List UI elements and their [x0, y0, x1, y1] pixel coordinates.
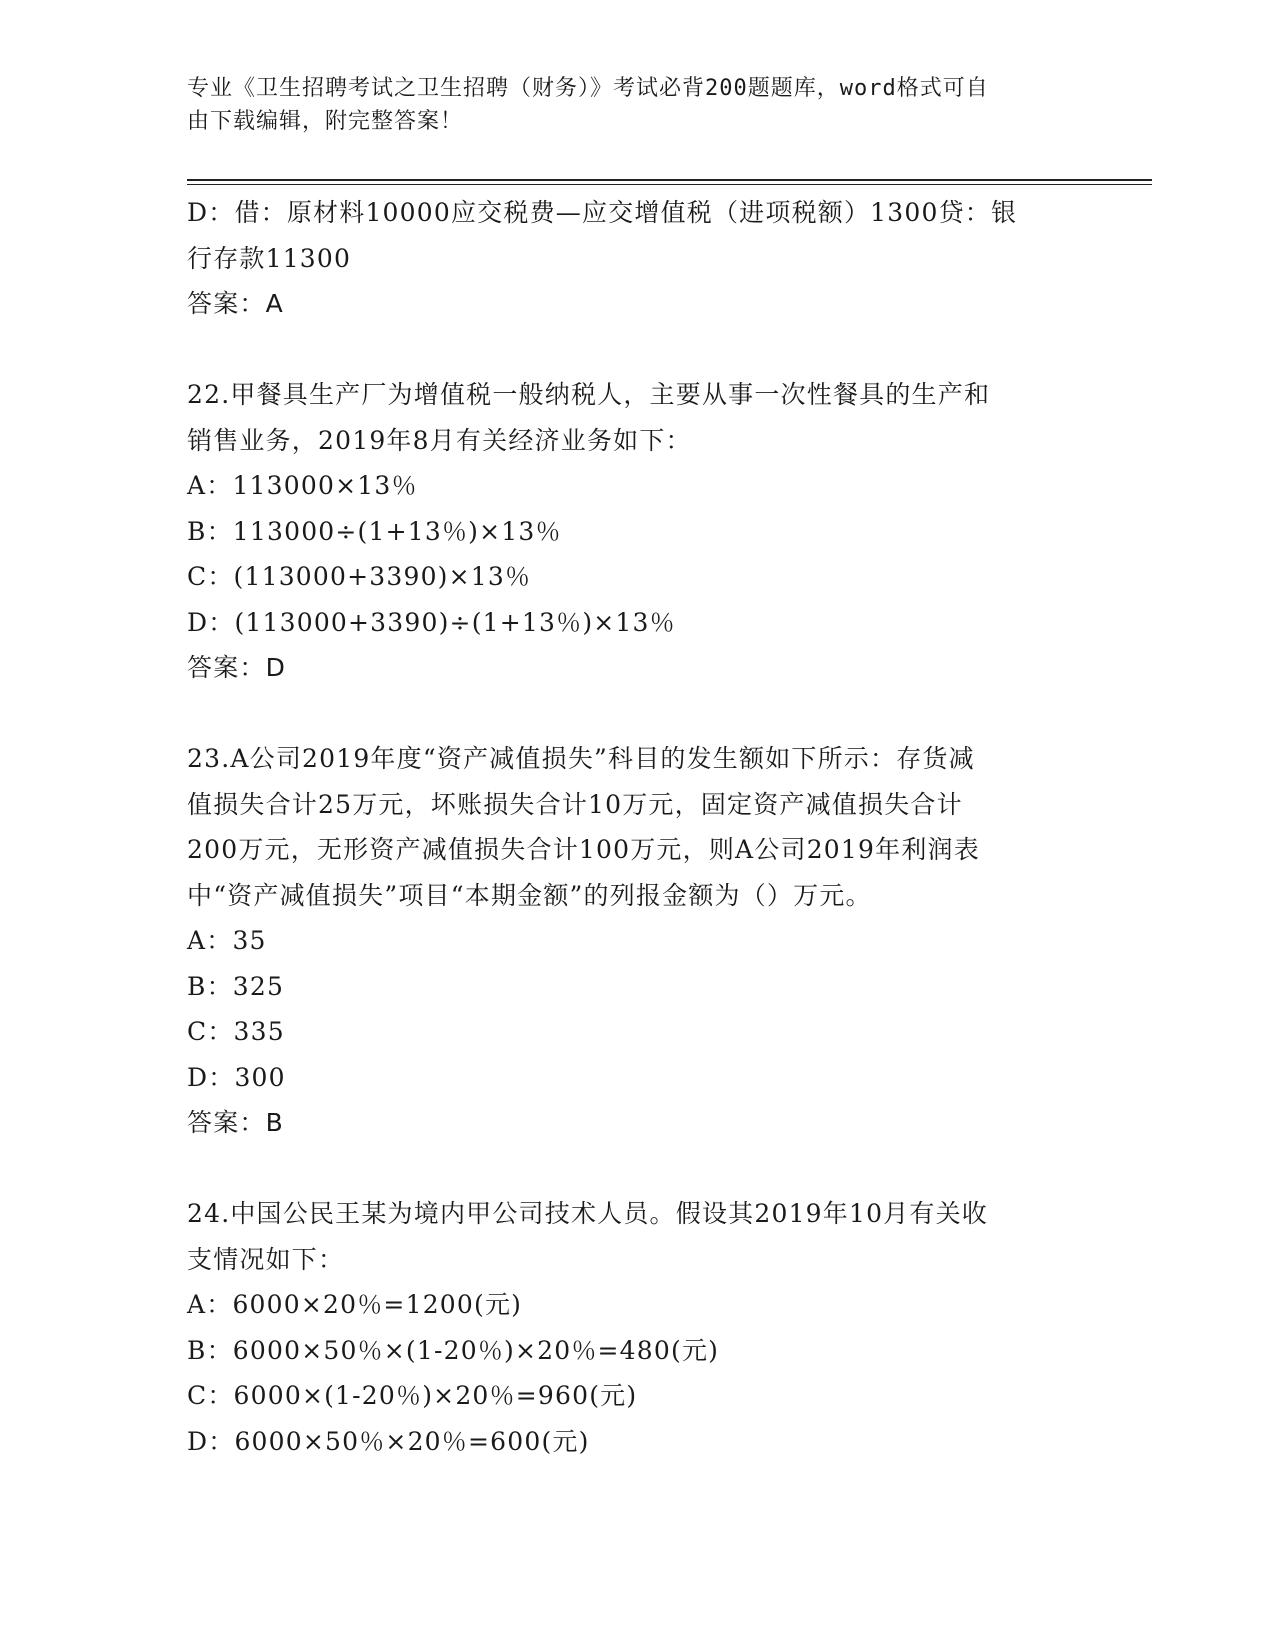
option-c: C：(113000+3390)×13％	[187, 562, 532, 591]
answer-line: 答案：D	[187, 653, 287, 682]
option-a: A：35	[187, 926, 267, 955]
option-c: C：6000×(1-20％)×20％=960(元)	[187, 1381, 638, 1410]
question-block-21	[187, 190, 1087, 327]
header-line-2: 由下载编辑，附完整答案！	[187, 109, 464, 134]
question-stem-line-3: 200万元，无形资产减值损失合计100万元，则A公司2019年利润表	[187, 835, 980, 864]
question-stem-line-1: 24.中国公民王某为境内甲公司技术人员。假设其2019年10月有关收	[187, 1199, 988, 1228]
answer-line: 答案：A	[187, 289, 284, 318]
header-line-1: 专业《卫生招聘考试之卫生招聘（财务）》考试必背200题题库，word格式可自	[187, 76, 989, 101]
question-stem-line-2: 值损失合计25万元，坏账损失合计10万元，固定资产减值损失合计	[187, 789, 963, 819]
question-stem-line-2: 销售业务，2019年8月有关经济业务如下：	[187, 425, 692, 455]
option-d-line-1: D：借：原材料10000应交税费—应交增值税（进项税额）1300贷：银	[187, 198, 1018, 227]
option-c: C：335	[187, 1017, 285, 1046]
option-b: B：6000×50％×(1-20％)×20％=480(元)	[187, 1335, 720, 1365]
question-stem-line-1: 23.A公司2019年度“资产减值损失”科目的发生额如下所示：存货减	[187, 744, 975, 773]
option-d: D：300	[187, 1062, 286, 1092]
header-divider-thick	[187, 179, 1152, 181]
question-stem-line-1: 22.甲餐具生产厂为增值税一般纳税人，主要从事一次性餐具的生产和	[187, 380, 991, 409]
option-d: D：(113000+3390)÷(1+13％)×13％	[187, 607, 676, 637]
question-stem-line-4: 中“资产减值损失”项目“本期金额”的列报金额为（）万元。	[187, 880, 872, 910]
option-b: B：325	[187, 971, 285, 1001]
option-d: D：6000×50％×20％=600(元)	[187, 1426, 590, 1456]
question-block-22	[187, 372, 1087, 691]
spacer	[187, 327, 1087, 373]
document-body	[187, 190, 1087, 1464]
header-divider-thin	[187, 184, 1152, 185]
document-header	[187, 72, 1067, 138]
question-stem-line-2: 支情况如下：	[187, 1244, 345, 1274]
answer-line: 答案：B	[187, 1108, 284, 1137]
option-d-line-2: 行存款11300	[187, 243, 352, 273]
question-block-24	[187, 1191, 1087, 1464]
question-block-23	[187, 736, 1087, 1146]
spacer	[187, 1146, 1087, 1192]
option-a: A：6000×20％=1200(元)	[187, 1290, 523, 1319]
option-a: A：113000×13％	[187, 471, 418, 500]
spacer	[187, 691, 1087, 737]
option-b: B：113000÷(1+13％)×13％	[187, 516, 562, 546]
